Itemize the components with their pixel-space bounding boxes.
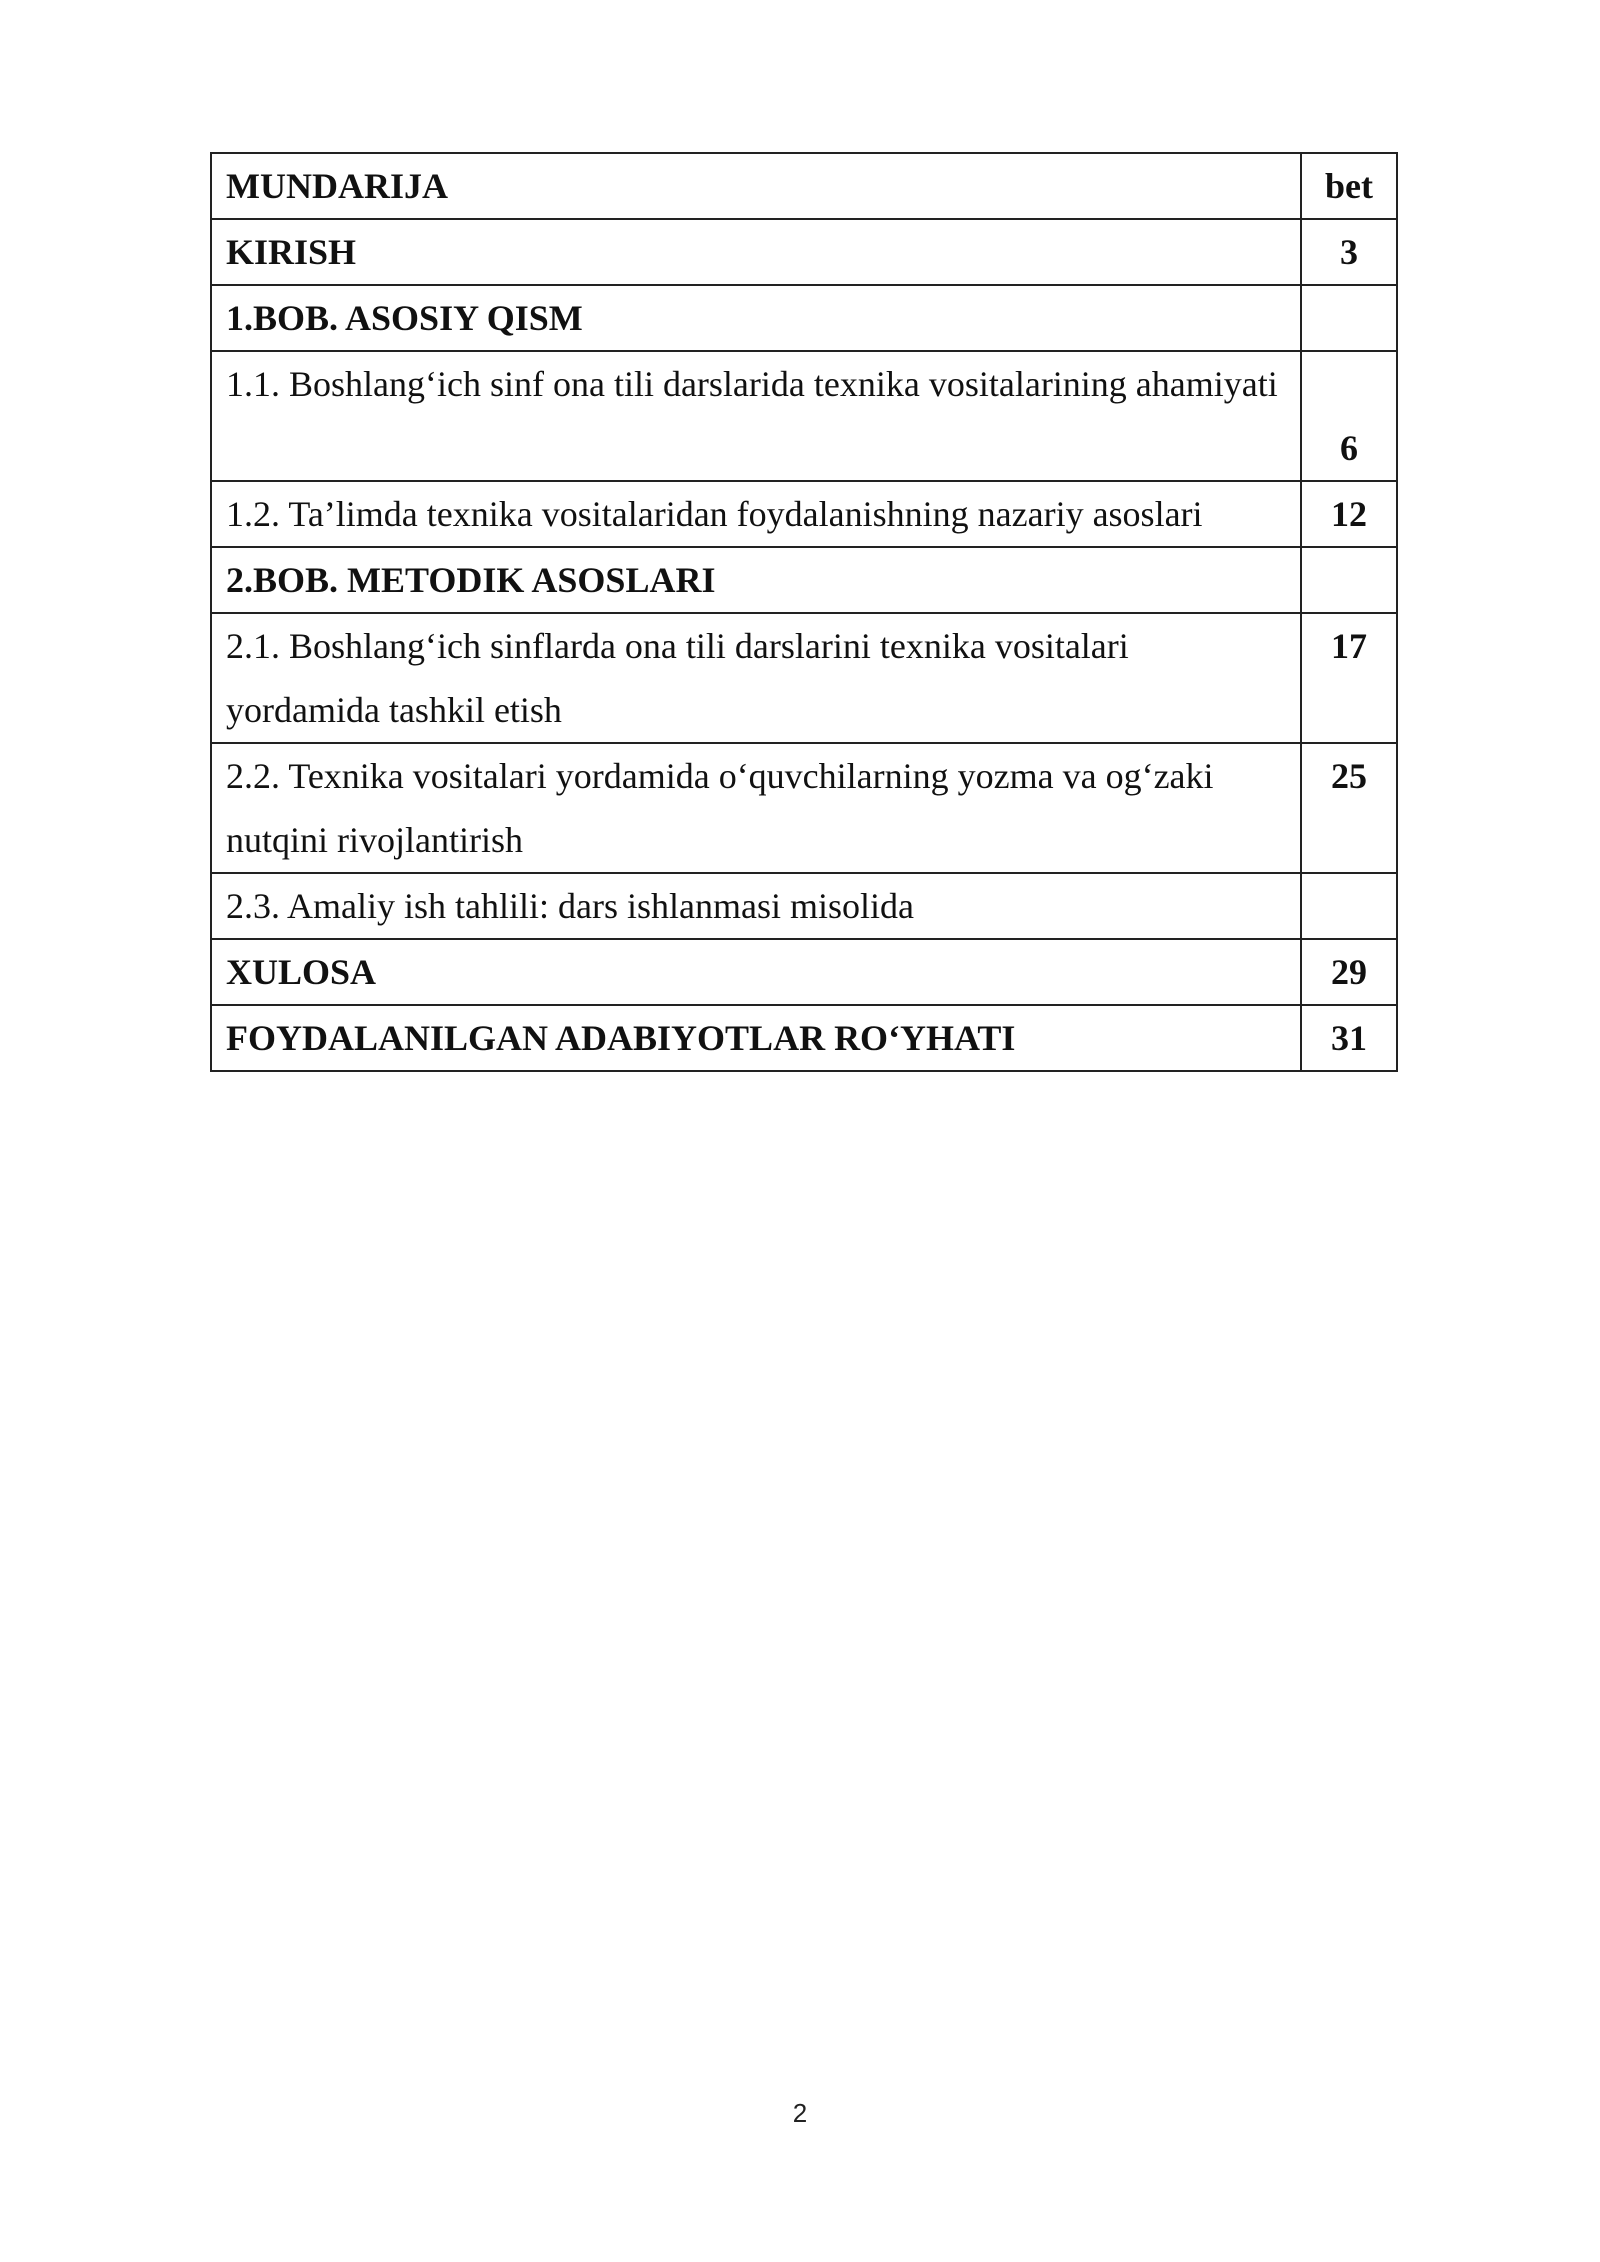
toc-entry-title: 2.3. Amaliy ish tahlili: dars ishlanmasi misolida — [211, 873, 1301, 939]
toc-entry-title: 1.1. Boshlang‘ich sinf ona tili darslarida texnika vositalarining ahamiyati — [211, 351, 1301, 481]
toc-row — [211, 351, 1397, 481]
toc-entry-title: 1.BOB. ASOSIY QISM — [211, 285, 1301, 351]
table-of-contents — [210, 152, 1398, 1072]
toc-entry-title: XULOSA — [211, 939, 1301, 1005]
toc-row — [211, 939, 1397, 1005]
toc-entry-page: 6 — [1301, 351, 1397, 481]
toc-heading: MUNDARIJA — [211, 153, 1301, 219]
toc-entry-page — [1301, 873, 1397, 939]
toc-row — [211, 481, 1397, 547]
toc-row — [211, 547, 1397, 613]
toc-entry-page: 3 — [1301, 219, 1397, 285]
toc-entry-page: 29 — [1301, 939, 1397, 1005]
toc-entry-page: 12 — [1301, 481, 1397, 547]
toc-row — [211, 613, 1397, 743]
toc-entry-page: 31 — [1301, 1005, 1397, 1071]
page-column-heading: bet — [1301, 153, 1397, 219]
toc-entry-title: FOYDALANILGAN ADABIYOTLAR RO‘YHATI — [211, 1005, 1301, 1071]
page-number: 2 — [792, 2098, 808, 2128]
toc-entry-page — [1301, 285, 1397, 351]
toc-entry-page — [1301, 547, 1397, 613]
toc-entry-title: 2.1. Boshlang‘ich sinflarda ona tili darslarini texnika vositalari yordamida tashkil etish — [211, 613, 1301, 743]
toc-row — [211, 219, 1397, 285]
toc-entry-page: 17 — [1301, 613, 1397, 743]
toc-row — [211, 743, 1397, 873]
toc-entry-title: 2.BOB. METODIK ASOSLARI — [211, 547, 1301, 613]
toc-row — [211, 285, 1397, 351]
toc-row — [211, 1005, 1397, 1071]
toc-entry-title: 1.2. Ta’limda texnika vositalaridan foydalanishning nazariy asoslari — [211, 481, 1301, 547]
toc-row — [211, 873, 1397, 939]
toc-entry-page: 25 — [1301, 743, 1397, 873]
toc-entry-title: 2.2. Texnika vositalari yordamida o‘quvchilarning yozma va og‘zaki nutqini rivojlantirish — [211, 743, 1301, 873]
toc-header-row — [211, 153, 1397, 219]
toc-entry-title: KIRISH — [211, 219, 1301, 285]
